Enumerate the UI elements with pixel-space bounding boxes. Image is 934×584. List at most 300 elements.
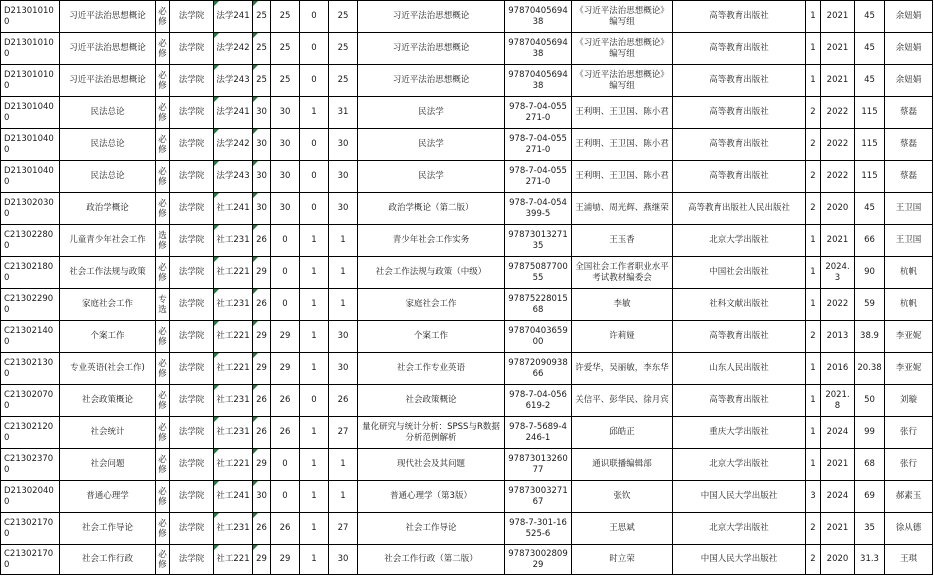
- course-code-cell[interactable]: C213022800: [1, 225, 60, 257]
- course-type-cell[interactable]: 必修: [156, 513, 170, 545]
- class-cell[interactable]: 社工231: [214, 417, 253, 449]
- course-type-cell[interactable]: 必修: [156, 1, 170, 33]
- total-copies-cell[interactable]: 1: [329, 449, 358, 481]
- publisher-cell[interactable]: 高等教育出版社: [673, 1, 806, 33]
- student-copies-cell[interactable]: 30: [271, 97, 300, 129]
- publish-year-cell[interactable]: 2013: [821, 321, 855, 353]
- course-code-cell[interactable]: C213021700: [1, 545, 60, 575]
- author-cell[interactable]: 时立荣: [572, 545, 673, 575]
- teacher-cell[interactable]: 李亚妮: [885, 353, 933, 385]
- course-type-cell[interactable]: 必修: [156, 65, 170, 97]
- teacher-copies-cell[interactable]: 1: [300, 481, 329, 513]
- author-cell[interactable]: 邱皓正: [572, 417, 673, 449]
- teacher-copies-cell[interactable]: 1: [300, 417, 329, 449]
- isbn-cell[interactable]: 978-7-301-16525-6: [505, 513, 572, 545]
- publisher-cell[interactable]: 北京大学出版社: [673, 513, 806, 545]
- teacher-cell[interactable]: 杭帆: [885, 289, 933, 321]
- teacher-copies-cell[interactable]: 0: [300, 193, 329, 225]
- textbook-title-cell[interactable]: 普通心理学（第3版）: [358, 481, 505, 513]
- student-copies-cell[interactable]: 26: [271, 385, 300, 417]
- publisher-cell[interactable]: 北京大学出版社: [673, 449, 806, 481]
- price-cell[interactable]: 115: [855, 161, 885, 193]
- class-cell[interactable]: 法学242: [214, 33, 253, 65]
- teacher-cell[interactable]: 徐从德: [885, 513, 933, 545]
- college-cell[interactable]: 法学院: [170, 129, 214, 161]
- price-cell[interactable]: 45: [855, 33, 885, 65]
- table-row[interactable]: [1, 321, 933, 353]
- table-row[interactable]: [1, 417, 933, 449]
- course-code-cell[interactable]: C213021200: [1, 417, 60, 449]
- class-cell[interactable]: 法学243: [214, 65, 253, 97]
- course-name-cell[interactable]: 民法总论: [60, 97, 156, 129]
- author-cell[interactable]: 王利明、王卫国、陈小君: [572, 97, 673, 129]
- total-copies-cell[interactable]: 1: [329, 289, 358, 321]
- edition-cell[interactable]: 1: [806, 417, 821, 449]
- isbn-cell[interactable]: 9787508770055: [505, 257, 572, 289]
- class-cell[interactable]: 社工241: [214, 481, 253, 513]
- table-row[interactable]: [1, 65, 933, 97]
- publisher-cell[interactable]: 中国社会出版社: [673, 257, 806, 289]
- college-cell[interactable]: 法学院: [170, 193, 214, 225]
- course-type-cell[interactable]: 必修: [156, 161, 170, 193]
- price-cell[interactable]: 45: [855, 1, 885, 33]
- author-cell[interactable]: 通识联播编辑部: [572, 449, 673, 481]
- isbn-cell[interactable]: 978-7-04-056619-2: [505, 385, 572, 417]
- author-cell[interactable]: 王思斌: [572, 513, 673, 545]
- student-copies-cell[interactable]: 25: [271, 1, 300, 33]
- course-code-cell[interactable]: D213010100: [1, 33, 60, 65]
- total-copies-cell[interactable]: 1: [329, 225, 358, 257]
- table-row[interactable]: [1, 353, 933, 385]
- table-row[interactable]: [1, 97, 933, 129]
- teacher-copies-cell[interactable]: 1: [300, 449, 329, 481]
- table-row[interactable]: [1, 545, 933, 575]
- class-size-cell[interactable]: 26: [253, 513, 271, 545]
- teacher-copies-cell[interactable]: 1: [300, 289, 329, 321]
- textbook-title-cell[interactable]: 社会工作行政（第二版）: [358, 545, 505, 575]
- teacher-copies-cell[interactable]: 1: [300, 321, 329, 353]
- edition-cell[interactable]: 1: [806, 353, 821, 385]
- publisher-cell[interactable]: 高等教育出版社: [673, 65, 806, 97]
- teacher-cell[interactable]: 张行: [885, 417, 933, 449]
- course-name-cell[interactable]: 社会问题: [60, 449, 156, 481]
- class-size-cell[interactable]: 29: [253, 449, 271, 481]
- course-name-cell[interactable]: 民法总论: [60, 161, 156, 193]
- table-row[interactable]: [1, 513, 933, 545]
- course-code-cell[interactable]: D213020300: [1, 193, 60, 225]
- class-cell[interactable]: 社工231: [214, 225, 253, 257]
- publish-year-cell[interactable]: 2021.8: [821, 385, 855, 417]
- publish-year-cell[interactable]: 2022: [821, 97, 855, 129]
- table-row[interactable]: [1, 193, 933, 225]
- college-cell[interactable]: 法学院: [170, 481, 214, 513]
- course-code-cell[interactable]: C213021700: [1, 513, 60, 545]
- textbook-title-cell[interactable]: 习近平法治思想概论: [358, 65, 505, 97]
- college-cell[interactable]: 法学院: [170, 289, 214, 321]
- isbn-cell[interactable]: 978-7-04-055271-0: [505, 97, 572, 129]
- teacher-copies-cell[interactable]: 1: [300, 225, 329, 257]
- college-cell[interactable]: 法学院: [170, 353, 214, 385]
- author-cell[interactable]: 《习近平法治思想概论》编写组: [572, 65, 673, 97]
- college-cell[interactable]: 法学院: [170, 545, 214, 575]
- textbook-title-cell[interactable]: 社会工作专业英语: [358, 353, 505, 385]
- publisher-cell[interactable]: 高等教育出版社: [673, 161, 806, 193]
- publisher-cell[interactable]: 社科文献出版社: [673, 289, 806, 321]
- isbn-cell[interactable]: 9787301327135: [505, 225, 572, 257]
- college-cell[interactable]: 法学院: [170, 225, 214, 257]
- course-type-cell[interactable]: 必修: [156, 33, 170, 65]
- course-name-cell[interactable]: 个案工作: [60, 321, 156, 353]
- table-row[interactable]: [1, 257, 933, 289]
- teacher-cell[interactable]: 蔡磊: [885, 161, 933, 193]
- teacher-cell[interactable]: 余妞娟: [885, 65, 933, 97]
- teacher-copies-cell[interactable]: 1: [300, 353, 329, 385]
- textbook-title-cell[interactable]: 社会工作法规与政策（中级）: [358, 257, 505, 289]
- student-copies-cell[interactable]: 25: [271, 33, 300, 65]
- class-size-cell[interactable]: 29: [253, 545, 271, 575]
- student-copies-cell[interactable]: 30: [271, 129, 300, 161]
- isbn-cell[interactable]: 9787040569438: [505, 1, 572, 33]
- price-cell[interactable]: 45: [855, 65, 885, 97]
- table-row[interactable]: [1, 161, 933, 193]
- course-name-cell[interactable]: 民法总论: [60, 129, 156, 161]
- class-size-cell[interactable]: 30: [253, 129, 271, 161]
- course-name-cell[interactable]: 专业英语(社会工作): [60, 353, 156, 385]
- isbn-cell[interactable]: 978-7-5689-4246-1: [505, 417, 572, 449]
- isbn-cell[interactable]: 9787209093866: [505, 353, 572, 385]
- course-name-cell[interactable]: 习近平法治思想概论: [60, 1, 156, 33]
- total-copies-cell[interactable]: 25: [329, 33, 358, 65]
- textbook-title-cell[interactable]: 政治学概论（第二版）: [358, 193, 505, 225]
- total-copies-cell[interactable]: 30: [329, 193, 358, 225]
- edition-cell[interactable]: 1: [806, 65, 821, 97]
- college-cell[interactable]: 法学院: [170, 513, 214, 545]
- student-copies-cell[interactable]: 30: [271, 161, 300, 193]
- course-name-cell[interactable]: 社会工作行政: [60, 545, 156, 575]
- college-cell[interactable]: 法学院: [170, 257, 214, 289]
- student-copies-cell[interactable]: 26: [271, 513, 300, 545]
- student-copies-cell[interactable]: 30: [271, 193, 300, 225]
- course-type-cell[interactable]: 必修: [156, 257, 170, 289]
- publish-year-cell[interactable]: 2016: [821, 353, 855, 385]
- isbn-cell[interactable]: 9787301326077: [505, 449, 572, 481]
- price-cell[interactable]: 20.38: [855, 353, 885, 385]
- course-name-cell[interactable]: 儿童青少年社会工作: [60, 225, 156, 257]
- publish-year-cell[interactable]: 2021: [821, 225, 855, 257]
- student-copies-cell[interactable]: 25: [271, 65, 300, 97]
- author-cell[interactable]: 王玉香: [572, 225, 673, 257]
- table-row[interactable]: [1, 225, 933, 257]
- table-row[interactable]: [1, 481, 933, 513]
- teacher-cell[interactable]: 蔡磊: [885, 97, 933, 129]
- course-name-cell[interactable]: 习近平法治思想概论: [60, 65, 156, 97]
- teacher-copies-cell[interactable]: 0: [300, 65, 329, 97]
- isbn-cell[interactable]: 978-7-04-055271-0: [505, 129, 572, 161]
- textbook-title-cell[interactable]: 民法学: [358, 97, 505, 129]
- college-cell[interactable]: 法学院: [170, 65, 214, 97]
- isbn-cell[interactable]: 9787040569438: [505, 33, 572, 65]
- class-size-cell[interactable]: 25: [253, 65, 271, 97]
- course-type-cell[interactable]: 必修: [156, 385, 170, 417]
- edition-cell[interactable]: 1: [806, 385, 821, 417]
- publish-year-cell[interactable]: 2024: [821, 481, 855, 513]
- teacher-copies-cell[interactable]: 1: [300, 545, 329, 575]
- edition-cell[interactable]: 1: [806, 225, 821, 257]
- price-cell[interactable]: 31.3: [855, 545, 885, 575]
- course-type-cell[interactable]: 必修: [156, 481, 170, 513]
- price-cell[interactable]: 66: [855, 225, 885, 257]
- isbn-cell[interactable]: 9787300327167: [505, 481, 572, 513]
- class-cell[interactable]: 社工221: [214, 545, 253, 575]
- edition-cell[interactable]: 1: [806, 257, 821, 289]
- course-type-cell[interactable]: 专选: [156, 289, 170, 321]
- total-copies-cell[interactable]: 30: [329, 161, 358, 193]
- student-copies-cell[interactable]: 0: [271, 481, 300, 513]
- textbook-title-cell[interactable]: 量化研究与统计分析：SPSS与R数据分析范例解析: [358, 417, 505, 449]
- publisher-cell[interactable]: 高等教育出版社: [673, 321, 806, 353]
- edition-cell[interactable]: 2: [806, 161, 821, 193]
- textbook-title-cell[interactable]: 民法学: [358, 161, 505, 193]
- teacher-cell[interactable]: 王琪: [885, 545, 933, 575]
- college-cell[interactable]: 法学院: [170, 449, 214, 481]
- total-copies-cell[interactable]: 31: [329, 97, 358, 129]
- class-size-cell[interactable]: 30: [253, 193, 271, 225]
- publisher-cell[interactable]: 山东人民出版社: [673, 353, 806, 385]
- price-cell[interactable]: 99: [855, 417, 885, 449]
- course-name-cell[interactable]: 家庭社会工作: [60, 289, 156, 321]
- author-cell[interactable]: 《习近平法治思想概论》编写组: [572, 33, 673, 65]
- total-copies-cell[interactable]: 26: [329, 385, 358, 417]
- isbn-cell[interactable]: 9787300280929: [505, 545, 572, 575]
- class-cell[interactable]: 社工231: [214, 289, 253, 321]
- course-code-cell[interactable]: C213021800: [1, 257, 60, 289]
- publish-year-cell[interactable]: 2022: [821, 129, 855, 161]
- author-cell[interactable]: 许莉娅: [572, 321, 673, 353]
- class-size-cell[interactable]: 26: [253, 225, 271, 257]
- class-cell[interactable]: 社工241: [214, 193, 253, 225]
- course-name-cell[interactable]: 政治学概论: [60, 193, 156, 225]
- class-size-cell[interactable]: 26: [253, 385, 271, 417]
- college-cell[interactable]: 法学院: [170, 97, 214, 129]
- course-type-cell[interactable]: 必修: [156, 321, 170, 353]
- college-cell[interactable]: 法学院: [170, 33, 214, 65]
- edition-cell[interactable]: 1: [806, 33, 821, 65]
- price-cell[interactable]: 35: [855, 513, 885, 545]
- publish-year-cell[interactable]: 2024: [821, 417, 855, 449]
- price-cell[interactable]: 68: [855, 449, 885, 481]
- textbook-title-cell[interactable]: 青少年社会工作实务: [358, 225, 505, 257]
- student-copies-cell[interactable]: 0: [271, 257, 300, 289]
- total-copies-cell[interactable]: 25: [329, 1, 358, 33]
- teacher-cell[interactable]: 郝素玉: [885, 481, 933, 513]
- publish-year-cell[interactable]: 2021: [821, 1, 855, 33]
- class-cell[interactable]: 社工231: [214, 385, 253, 417]
- teacher-copies-cell[interactable]: 0: [300, 129, 329, 161]
- teacher-copies-cell[interactable]: 1: [300, 513, 329, 545]
- student-copies-cell[interactable]: 29: [271, 545, 300, 575]
- total-copies-cell[interactable]: 30: [329, 545, 358, 575]
- isbn-cell[interactable]: 978-7-04-054399-5: [505, 193, 572, 225]
- publish-year-cell[interactable]: 2021: [821, 449, 855, 481]
- textbook-title-cell[interactable]: 民法学: [358, 129, 505, 161]
- publisher-cell[interactable]: 高等教育出版社: [673, 33, 806, 65]
- author-cell[interactable]: 王浦劬、周光辉、燕继荣: [572, 193, 673, 225]
- total-copies-cell[interactable]: 27: [329, 513, 358, 545]
- publish-year-cell[interactable]: 2024.3: [821, 257, 855, 289]
- textbook-title-cell[interactable]: 现代社会及其问题: [358, 449, 505, 481]
- student-copies-cell[interactable]: 0: [271, 289, 300, 321]
- total-copies-cell[interactable]: 1: [329, 481, 358, 513]
- teacher-cell[interactable]: 王卫国: [885, 193, 933, 225]
- teacher-cell[interactable]: 张行: [885, 449, 933, 481]
- class-size-cell[interactable]: 25: [253, 1, 271, 33]
- course-type-cell[interactable]: 选修: [156, 225, 170, 257]
- isbn-cell[interactable]: 9787522801568: [505, 289, 572, 321]
- class-size-cell[interactable]: 25: [253, 33, 271, 65]
- total-copies-cell[interactable]: 30: [329, 129, 358, 161]
- course-code-cell[interactable]: D213010400: [1, 161, 60, 193]
- class-size-cell[interactable]: 29: [253, 257, 271, 289]
- teacher-copies-cell[interactable]: 0: [300, 1, 329, 33]
- table-row[interactable]: [1, 289, 933, 321]
- total-copies-cell[interactable]: 30: [329, 321, 358, 353]
- class-cell[interactable]: 法学241: [214, 1, 253, 33]
- table-row[interactable]: [1, 33, 933, 65]
- class-cell[interactable]: 社工231: [214, 513, 253, 545]
- author-cell[interactable]: 李敏: [572, 289, 673, 321]
- teacher-cell[interactable]: 李亚妮: [885, 321, 933, 353]
- course-code-cell[interactable]: D213010100: [1, 65, 60, 97]
- course-type-cell[interactable]: 必修: [156, 545, 170, 575]
- course-code-cell[interactable]: D213010400: [1, 129, 60, 161]
- class-cell[interactable]: 法学243: [214, 161, 253, 193]
- college-cell[interactable]: 法学院: [170, 1, 214, 33]
- course-code-cell[interactable]: D213020400: [1, 481, 60, 513]
- table-row[interactable]: [1, 1, 933, 33]
- teacher-cell[interactable]: 余妞娟: [885, 33, 933, 65]
- student-copies-cell[interactable]: 0: [271, 225, 300, 257]
- edition-cell[interactable]: 2: [806, 321, 821, 353]
- course-type-cell[interactable]: 必修: [156, 97, 170, 129]
- textbook-title-cell[interactable]: 习近平法治思想概论: [358, 33, 505, 65]
- course-code-cell[interactable]: C213021300: [1, 353, 60, 385]
- author-cell[interactable]: 关信平、彭华民、徐月宾: [572, 385, 673, 417]
- class-size-cell[interactable]: 26: [253, 417, 271, 449]
- student-copies-cell[interactable]: 29: [271, 321, 300, 353]
- edition-cell[interactable]: 1: [806, 1, 821, 33]
- publisher-cell[interactable]: 高等教育出版社: [673, 97, 806, 129]
- student-copies-cell[interactable]: 26: [271, 417, 300, 449]
- student-copies-cell[interactable]: 0: [271, 449, 300, 481]
- author-cell[interactable]: 许爱华，吴丽敏，李东华: [572, 353, 673, 385]
- class-cell[interactable]: 法学242: [214, 129, 253, 161]
- textbook-title-cell[interactable]: 社会政策概论: [358, 385, 505, 417]
- publisher-cell[interactable]: 中国人民大学出版社: [673, 481, 806, 513]
- publisher-cell[interactable]: 北京大学出版社: [673, 225, 806, 257]
- teacher-copies-cell[interactable]: 0: [300, 33, 329, 65]
- edition-cell[interactable]: 2: [806, 545, 821, 575]
- course-code-cell[interactable]: D213010400: [1, 97, 60, 129]
- edition-cell[interactable]: 2: [806, 193, 821, 225]
- teacher-cell[interactable]: 余妞娟: [885, 1, 933, 33]
- class-cell[interactable]: 社工221: [214, 449, 253, 481]
- course-code-cell[interactable]: D213010100: [1, 1, 60, 33]
- class-size-cell[interactable]: 30: [253, 481, 271, 513]
- student-copies-cell[interactable]: 29: [271, 353, 300, 385]
- price-cell[interactable]: 38.9: [855, 321, 885, 353]
- course-type-cell[interactable]: 必修: [156, 193, 170, 225]
- college-cell[interactable]: 法学院: [170, 385, 214, 417]
- course-name-cell[interactable]: 社会统计: [60, 417, 156, 449]
- college-cell[interactable]: 法学院: [170, 417, 214, 449]
- edition-cell[interactable]: 2: [806, 513, 821, 545]
- price-cell[interactable]: 50: [855, 385, 885, 417]
- class-size-cell[interactable]: 29: [253, 353, 271, 385]
- table-row[interactable]: [1, 129, 933, 161]
- class-size-cell[interactable]: 30: [253, 97, 271, 129]
- publish-year-cell[interactable]: 2020: [821, 193, 855, 225]
- class-cell[interactable]: 法学241: [214, 97, 253, 129]
- publish-year-cell[interactable]: 2021: [821, 33, 855, 65]
- textbook-title-cell[interactable]: 习近平法治思想概论: [358, 1, 505, 33]
- total-copies-cell[interactable]: 27: [329, 417, 358, 449]
- course-type-cell[interactable]: 必修: [156, 129, 170, 161]
- publish-year-cell[interactable]: 2021: [821, 65, 855, 97]
- total-copies-cell[interactable]: 25: [329, 65, 358, 97]
- author-cell[interactable]: 全国社会工作者职业水平考试教材编委会: [572, 257, 673, 289]
- class-cell[interactable]: 社工221: [214, 353, 253, 385]
- class-cell[interactable]: 社工221: [214, 257, 253, 289]
- course-name-cell[interactable]: 社会工作法规与政策: [60, 257, 156, 289]
- textbook-title-cell[interactable]: 社会工作导论: [358, 513, 505, 545]
- class-cell[interactable]: 社工221: [214, 321, 253, 353]
- course-name-cell[interactable]: 习近平法治思想概论: [60, 33, 156, 65]
- textbook-title-cell[interactable]: 家庭社会工作: [358, 289, 505, 321]
- teacher-cell[interactable]: 蔡磊: [885, 129, 933, 161]
- publish-year-cell[interactable]: 2021: [821, 513, 855, 545]
- teacher-cell[interactable]: 杭帆: [885, 257, 933, 289]
- publisher-cell[interactable]: 中国人民大学出版社: [673, 545, 806, 575]
- author-cell[interactable]: 张钦: [572, 481, 673, 513]
- price-cell[interactable]: 115: [855, 129, 885, 161]
- course-type-cell[interactable]: 必修: [156, 353, 170, 385]
- author-cell[interactable]: 王利明、王卫国、陈小君: [572, 129, 673, 161]
- edition-cell[interactable]: 2: [806, 97, 821, 129]
- course-code-cell[interactable]: C213020700: [1, 385, 60, 417]
- college-cell[interactable]: 法学院: [170, 321, 214, 353]
- edition-cell[interactable]: 1: [806, 449, 821, 481]
- textbook-title-cell[interactable]: 个案工作: [358, 321, 505, 353]
- course-type-cell[interactable]: 必修: [156, 449, 170, 481]
- isbn-cell[interactable]: 9787040365900: [505, 321, 572, 353]
- course-name-cell[interactable]: 社会工作导论: [60, 513, 156, 545]
- table-row[interactable]: [1, 449, 933, 481]
- total-copies-cell[interactable]: 1: [329, 257, 358, 289]
- course-code-cell[interactable]: C213021400: [1, 321, 60, 353]
- edition-cell[interactable]: 3: [806, 481, 821, 513]
- course-code-cell[interactable]: C213022900: [1, 289, 60, 321]
- total-copies-cell[interactable]: 30: [329, 353, 358, 385]
- teacher-copies-cell[interactable]: 0: [300, 385, 329, 417]
- isbn-cell[interactable]: 9787040569438: [505, 65, 572, 97]
- class-size-cell[interactable]: 26: [253, 289, 271, 321]
- price-cell[interactable]: 115: [855, 97, 885, 129]
- price-cell[interactable]: 69: [855, 481, 885, 513]
- price-cell[interactable]: 90: [855, 257, 885, 289]
- author-cell[interactable]: 《习近平法治思想概论》编写组: [572, 1, 673, 33]
- publish-year-cell[interactable]: 2020: [821, 545, 855, 575]
- edition-cell[interactable]: 1: [806, 289, 821, 321]
